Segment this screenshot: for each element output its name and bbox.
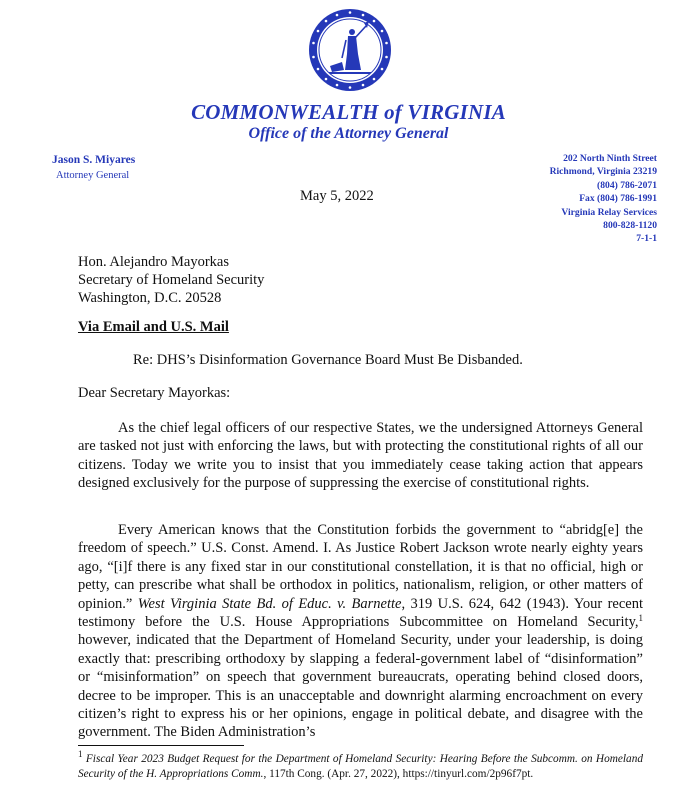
recipient-block <box>78 253 264 307</box>
paragraph-2-text-a: Every American knows that the Constitution forbids the government to “abridg[e] the freedom of speech.” U.S. Const. Amend. I. As Justice Robert Jackson wrote nearly eighty years ago, “[i]f there is any fixed star in our constitutional constellation, it is that no official, high or petty, can prescribe what shall be orthodox in politics, nationalism, religion, or other matters of opinion.” <box>78 522 643 612</box>
footnote-citation: , 117th Cong. (Apr. 27, 2022), https://tinyurl.com/2p96f7pt. <box>263 767 534 780</box>
recipient-title: Secretary of Homeland Security <box>78 272 265 288</box>
attorney-general-name: Jason S. Miyares <box>52 154 136 166</box>
paragraph-2-text-c: however, indicated that the Department of Homeland Security, under your leadership, is doing exactly that: prescribing orthodoxy by slapping a federal-government label of “disinformation” or “misinformation” on speech that government bureaucrats, operating behind closed doors, decree to be improper. This is an unacceptable and downright alarming encroachment on every citizen’s right to express his or her opinions, engage in political debate, and disagree with the government. The Biden Administration’s <box>78 632 643 741</box>
salutation: Dear Secretary Mayorkas: <box>78 385 231 401</box>
address-street: 202 North Ninth Street <box>563 153 657 164</box>
address-city: Richmond, Virginia 23219 <box>549 166 657 178</box>
footnote <box>78 749 643 781</box>
letter-date: May 5, 2022 <box>300 188 374 204</box>
org-name: COMMONWEALTH of VIRGINIA <box>191 100 506 124</box>
address-relay-short: 7-1-1 <box>636 233 657 245</box>
recipient-address: Washington, D.C. 20528 <box>78 290 222 306</box>
footnote-reference: 1 <box>638 613 643 624</box>
address-relay-label: Virginia Relay Services <box>561 206 657 218</box>
virginia-state-seal-icon <box>308 8 392 92</box>
body-paragraph-2 <box>78 521 643 742</box>
delivery-method: Via Email and U.S. Mail <box>78 319 229 335</box>
footnote-title: Fiscal Year 2023 Budget Request for the Department of Homeland Security: Hearing Before the Subcomm. on Homeland Security of the H. Appropriations Comm. <box>78 753 643 780</box>
paragraph-2-text-b: , 319 U.S. 624, 642 (1943). Your recent testimony before the U.S. House Appropriations Subcommittee on Homeland Security, <box>78 595 643 631</box>
footnote-number: 1 <box>78 749 83 759</box>
footnote-divider <box>78 745 244 746</box>
address-phone: (804) 786-2071 <box>597 179 657 191</box>
address-relay-number: 800-828-1120 <box>603 220 657 232</box>
recipient-name: Hon. Alejandro Mayorkas <box>78 254 230 270</box>
subject-line: Re: DHS’s Disinformation Governance Board Must Be Disbanded. <box>133 352 523 368</box>
attorney-general-title: Attorney General <box>56 170 130 181</box>
office-name: Office of the Attorney General <box>248 125 449 142</box>
case-citation: West Virginia State Bd. of Educ. v. Barnette <box>137 595 402 612</box>
office-address <box>550 152 657 246</box>
body-paragraph-1: As the chief legal officers of our respective States, we the undersigned Attorneys General are tasked not just with enforcing the laws, but with protecting the constitutional rights of all our citizens. Today we write you to insist that you immediately cease taking action that appears designed exclusively for the purpose of suppressing the exercise of constitutional rights. <box>78 420 643 492</box>
address-fax: Fax (804) 786-1991 <box>579 193 657 205</box>
